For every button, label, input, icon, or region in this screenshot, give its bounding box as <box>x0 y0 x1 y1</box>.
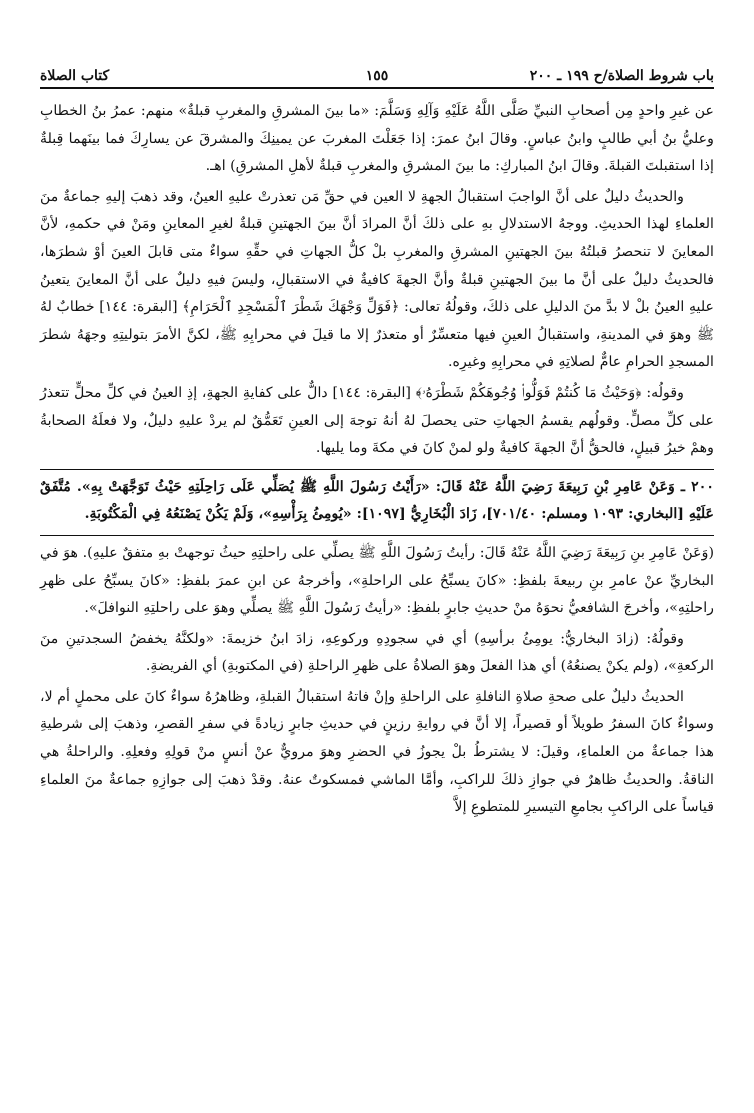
paragraph-3: وقولُه: ﴿وَحَيْثُ مَا كُنتُمْ فَوَلُّوا۟ وُجُوهَكُمْ شَطْرَهُۥ﴾ [البقرة: ١٤٤] دالٌّ على كفايةِ الجهةِ، إذِ العينُ في كلِّ محلٍّ تتعذرُ على كلِّ مصلٍّ. وقولُهم يقسمُ الجهاتِ حتى يحصلَ لهُ أنهُ توجهَ إلى العينِ تَعَمُّقٌ لم يردْ عليهِ دليلٌ، ولا فعلَهُ الصحابةُ وهمْ خيرُ قبيلٍ، فالحقُّ أنَّ الجهةَ كافيةٌ ولو لمنْ كانَ في مكةَ وما يليها. <box>40 384 714 457</box>
page-number: ١٥٥ <box>365 68 389 84</box>
page-body <box>40 98 714 822</box>
paragraph-1: عن غيرِ واحدٍ مِن أصحابِ النبيِّ صَلَّى اللَّهُ عَلَيْهِ وَآلِهِ وَسَلَّمَ: «ما بينَ المشرقِ والمغربِ قبلةٌ» منهم: عمرُ بنُ الخطابِ وعليُّ بنُ أبي طالبٍ وابنُ عباسٍ. وقالَ ابنُ عمرَ: إذا جَعَلْتَ المغربَ عن يمينِكَ والمشرقَ عن يسارِكَ فما بينَهما قِبلةٌ إذا استقبلتَ القبلةَ. وقالَ ابنُ المباركِ: ما بينَ المشرقِ والمغربِ قبلةٌ لأهلِ المشرقِ) اهـ. <box>40 103 714 175</box>
section-divider-top <box>40 469 714 470</box>
commentary-1: (وَعَنْ عَامِرِ بنِ رَبِيعَةَ رَضِيَ اللَّهُ عَنْهُ قَالَ: رأيتُ رَسُولَ اللَّهِ ﷺ يصلِّي على راحلتِهِ حيثُ توجهتْ بهِ متفقٌ عليهِ). هوَ في البخاريِّ عنْ عامرِ بنِ ربيعةَ بلفظِ: «كانَ يسبِّحُ على الراحلةِ»، وأخرجهُ عن ابنِ عمرَ بلفظِ: «كانَ يسبِّحُ على ظهرِ راحلتِهِ»، وأخرجَ الشافعيُّ نحوَهُ منْ حديثِ جابرٍ بلفظِ: «رأيتُ رَسُولَ اللَّهِ ﷺ يصلِّي وهوَ على راحلتِهِ النوافلَ». <box>40 544 714 617</box>
commentary-3: الحديثُ دليلٌ على صحةِ صلاةِ النافلةِ على الراحلةِ وإنْ فاتهُ استقبالُ القبلةِ، وظاهرُهُ سواءٌ كانَ على محملٍ أم لا، وسواءٌ كانَ السفرُ طويلاً أو قصيراً، إلا أنَّ في روايةِ رزينٍ في حديثِ جابرٍ زيادةً في سفرِ القصرِ، وذهبَ إلى شرطيةِ هذا جماعةٌ من العلماءِ، وقيلَ: لا يشترطُ بلْ يجوزُ في الحضرِ وهوَ مرويٌّ عنْ أنسٍ منْ قولِهِ وفعلِهِ. والراحلةُ هي الناقةُ. والحديثُ ظاهرٌ في جوازِ ذلكَ للراكبِ، وأمَّا الماشي فمسكوتٌ عنهُ. وقدْ ذهبَ إلى جوازِهِ جماعةٌ منَ العلماءِ قياساً على الراكبِ بجامعِ التيسيرِ للمتطوعِ إلاَّ <box>40 688 714 816</box>
book-title: كتاب الصلاة <box>40 68 110 84</box>
chapter-title: باب شروط الصلاة/ح ١٩٩ ـ ٢٠٠ <box>529 68 714 84</box>
section-divider-bottom <box>40 535 714 536</box>
page-header <box>40 62 714 89</box>
paragraph-2: والحديثُ دليلٌ على أنَّ الواجبَ استقبالُ الجهةِ لا العين في حقِّ مَن تعذرتْ عليهِ العينُ، وقد ذهبَ إليهِ جماعةٌ منَ العلماءِ لهذا الحديثِ. ووجهُ الاستدلالِ بهِ على ذلكَ أنَّ المرادَ أنَّ بينَ الجهتينِ قبلةٌ لغيرِ المعاينِ ومَنْ في حكمهِ، لأنَّ المعاينَ لا تنحصرُ قبلتُهُ بينَ الجهتينِ المشرقِ والمغربِ بلْ كلُّ الجهاتِ في حقِّهِ سواءٌ متى قابلَ العينَ أوْ شطرَها، فالحديثُ دليلٌ على أنَّ ما بينَ الجهتينِ قبلةٌ وأنَّ الجهةَ كافيةٌ في الاستقبالِ، وليسَ فيهِ دليلٌ على أنَّ المعاينَ يتعينُ عليهِ العينُ بلْ لا بدَّ منَ الدليلِ على ذلكَ، وقولُهُ تعالى: ﴿فَوَلِّ وَجْهَكَ شَطْرَ ٱلْمَسْجِدِ ٱلْحَرَامِ﴾ [البقرة: ١٤٤] خطابٌ لهُ ﷺ وهوَ في المدينةِ، واستقبالُ العينِ فيها متعسِّرٌ أو متعذرٌ إلا ما قيلَ في محرابِهِ ﷺ، لكنَّ الأمرَ بتوليتِهِ وجهَهُ شطرَ المسجدِ الحرامِ عامٌّ لصلاتِهِ في محرابِهِ وغيرِه. <box>40 188 714 371</box>
commentary-2: وقولُهُ: (زادَ البخاريُّ: يومِئُ برأسِهِ) أي في سجودِهِ وركوعِهِ، زادَ ابنُ خزيمةَ: «ولكنَّهُ يخفضُ السجدتينِ منَ الركعةِ»، (ولم يكنْ يصنعُهُ) أي هذا الفعلَ وهوَ الصلاةُ على ظهرِ الراحلةِ (في المكتوبةِ) أي الفريضةِ. <box>40 630 714 675</box>
hadith-200: ٢٠٠ ـ وَعَنْ عَامِرِ بْنِ رَبِيعَةَ رَضِيَ اللَّهُ عَنْهُ قَالَ: «رَأَيْتُ رَسُولَ اللَّهِ ﷺ يُصَلِّي عَلَى رَاحِلَتِهِ حَيْثُ تَوَجَّهَتْ بِهِ». مُتَّفَقٌ عَلَيْهِ [البخاري: ١٠٩٣ ومسلم: ٧٠١/٤٠]، زَادَ الْبُخَارِيُّ [١٠٩٧]: «يُومِئُ بِرَأْسِهِ»، وَلَمْ يَكُنْ يَصْنَعُهُ فِي الْمَكْتُوبَةِ. <box>40 478 714 523</box>
